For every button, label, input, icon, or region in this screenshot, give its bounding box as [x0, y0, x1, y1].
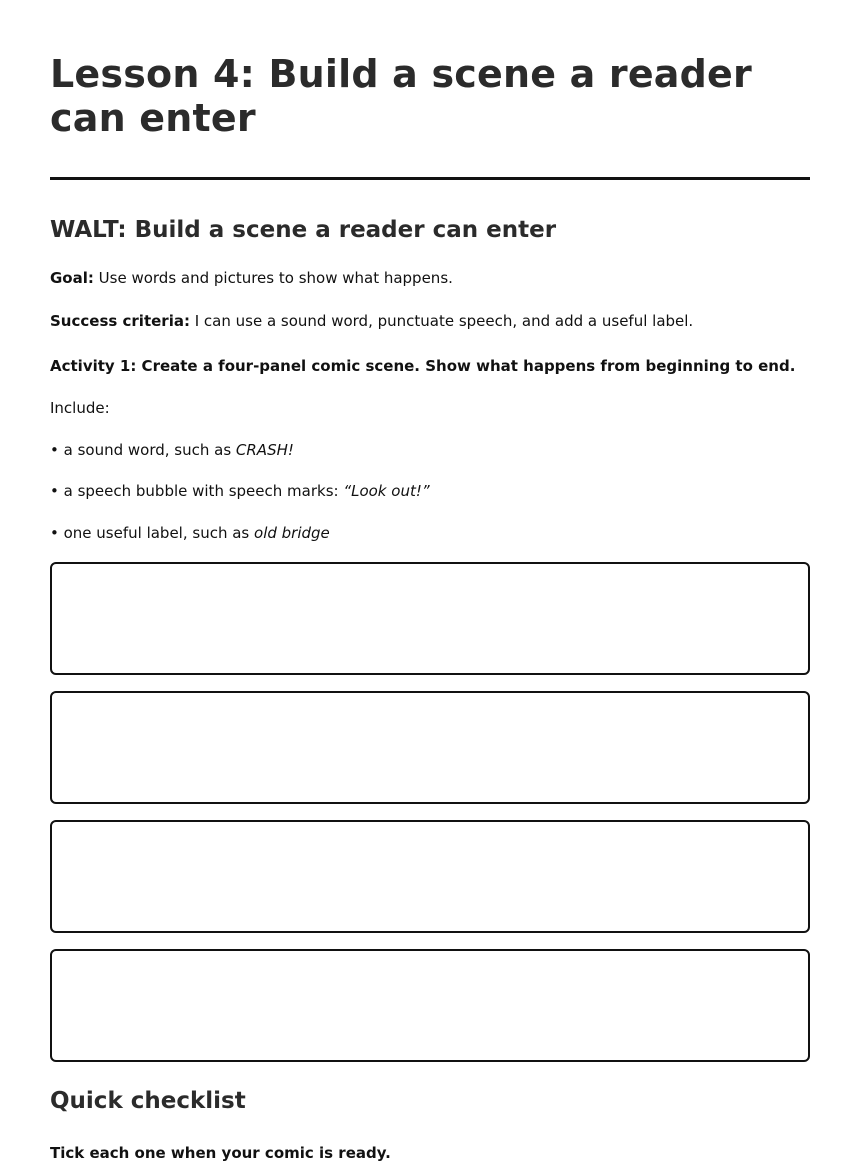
criteria-text: I can use a sound word, punctuate speech, and add a useful label.	[189, 312, 694, 330]
bullet-example: CRASH!	[235, 441, 294, 459]
success-criteria-line	[50, 311, 693, 331]
activity-instruction: Activity 1: Create a four-panel comic scene. Show what happens from beginning to end.	[50, 357, 796, 375]
include-label: Include:	[50, 399, 110, 417]
list-item-sound-word	[50, 440, 294, 460]
checklist-heading: Quick checklist	[50, 1088, 246, 1114]
bullet-text: • one useful label, such as	[50, 524, 255, 542]
criteria-label: Success criteria:	[50, 312, 190, 330]
list-item-useful-label	[50, 523, 330, 543]
lesson-title: Lesson 4: Build a scene a reader can enter	[50, 52, 752, 140]
goal-label: Goal:	[50, 269, 94, 287]
walt-heading: WALT: Build a scene a reader can enter	[50, 217, 557, 243]
comic-panel-3[interactable]	[50, 820, 810, 933]
goal-text: Use words and pictures to show what happens.	[93, 269, 453, 287]
bullet-example: old bridge	[254, 524, 330, 542]
goal-line	[50, 268, 453, 288]
checklist-instruction: Tick each one when your comic is ready.	[50, 1144, 391, 1162]
bullet-text: • a speech bubble with speech marks:	[50, 482, 344, 500]
bullet-example: “Look out!”	[343, 482, 430, 500]
list-item-speech-bubble	[50, 481, 430, 501]
comic-panel-1[interactable]	[50, 562, 810, 675]
comic-panel-4[interactable]	[50, 949, 810, 1062]
bullet-text: • a sound word, such as	[50, 441, 236, 459]
comic-panel-2[interactable]	[50, 691, 810, 804]
title-divider	[50, 177, 810, 180]
